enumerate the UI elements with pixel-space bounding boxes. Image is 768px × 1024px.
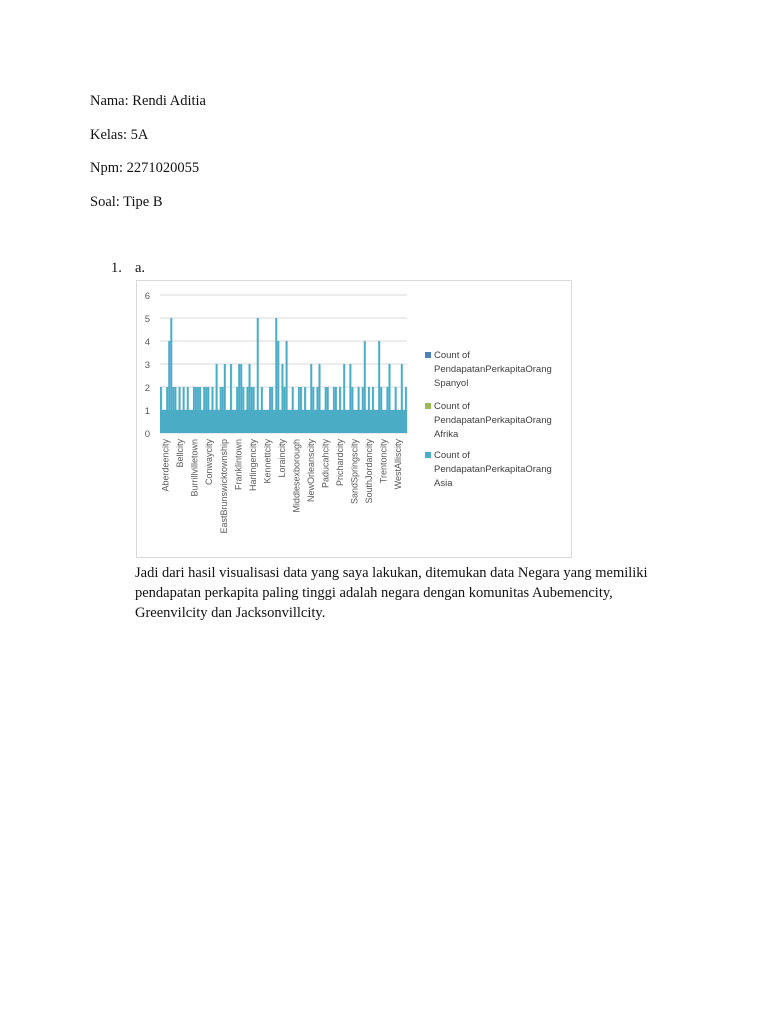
x-tick-label: SouthJordancity (364, 439, 375, 504)
x-tick-label: Paducahcity (320, 439, 331, 489)
question-type: Soal: Tipe B (90, 194, 163, 210)
conclusion-line-2: pendapatan perkapita paling tinggi adalah negara dengan komunitas Aubemencity, (135, 585, 613, 601)
chart-frame (136, 280, 572, 558)
legend-entry: Count of PendapatanPerkapitaOrang Afrika (434, 401, 552, 440)
x-tick-label: Aberdeencity (160, 439, 171, 492)
x-tick-label: SandSpringscity (349, 439, 360, 505)
x-tick-label: WestAlliscity (393, 439, 404, 490)
legend-swatch (425, 452, 431, 458)
student-name: Nama: Rendi Aditia (90, 93, 206, 109)
legend-swatch (425, 352, 431, 358)
bar-band-asia (160, 410, 407, 433)
conclusion-line-3: Greenvilcity dan Jacksonvillcity. (135, 605, 326, 621)
x-tick-label: Loraincity (276, 439, 287, 478)
y-tick-label: 2 (144, 383, 150, 394)
y-tick-label: 4 (144, 337, 150, 348)
bar-chart (137, 281, 573, 559)
conclusion-paragraph (135, 563, 675, 623)
conclusion-line-1: Jadi dari hasil visualisasi data yang saya lakukan, ditemukan data Negara yang memiliki (135, 565, 648, 581)
legend-swatch (425, 403, 431, 409)
question-number: 1. (111, 260, 122, 276)
student-npm: Npm: 2271020055 (90, 160, 200, 176)
x-tick-label: Trentoncity (378, 439, 389, 484)
y-tick-label: 1 (144, 406, 150, 417)
y-tick-label: 3 (144, 360, 150, 371)
student-class: Kelas: 5A (90, 127, 149, 143)
y-tick-label: 6 (144, 291, 150, 302)
legend-entry: Count of PendapatanPerkapitaOrang Spanyol (434, 350, 552, 389)
x-tick-label: NewOrleanscity (305, 439, 316, 503)
x-tick-label: EastBrunswicktownship (218, 439, 229, 534)
x-tick-label: Harlingencity (247, 439, 258, 492)
x-tick-label: Kennettcity (262, 439, 273, 484)
x-tick-label: Bellcity (175, 439, 186, 468)
x-tick-label: Middlesexborough (291, 439, 302, 513)
x-tick-label: Franklintown (233, 439, 244, 491)
legend-entry: Count of PendapatanPerkapitaOrang Asia (434, 450, 552, 489)
x-tick-label: Conwaycity (204, 439, 215, 486)
question-letter: a. (135, 260, 146, 276)
y-tick-label: 5 (144, 314, 150, 325)
x-tick-label: Prichardcity (334, 439, 345, 487)
y-tick-label: 0 (144, 429, 150, 440)
x-tick-label: Burrillvilletown (189, 439, 200, 497)
